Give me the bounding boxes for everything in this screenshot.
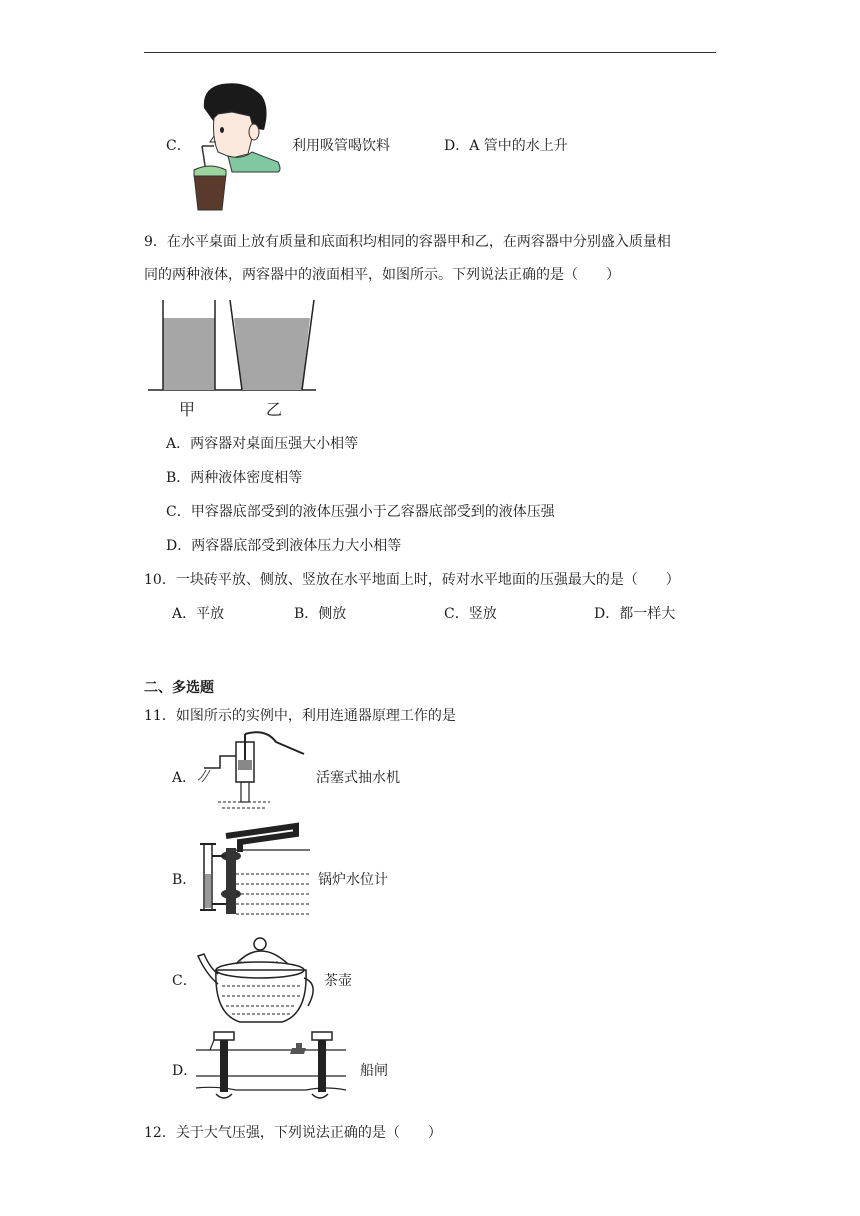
q11-option-c-caption: 茶壶 (324, 973, 352, 989)
q10-stem: 10．一块砖平放、侧放、竖放在水平地面上时，砖对水平地面的压强最大的是（ ） (144, 572, 680, 588)
q10-option-b: B．侧放 (294, 606, 347, 622)
q11-option-c-label: C． (172, 973, 197, 989)
q9-option-c: C．甲容器底部受到的液体压强小于乙容器底部受到的液体压强 (166, 504, 555, 520)
boiler-gauge-icon (196, 822, 312, 922)
q11-option-d-label: D． (172, 1063, 198, 1079)
q8-option-c-label: C． (166, 138, 191, 154)
top-rule (144, 52, 716, 53)
q12-stem: 12．关于大气压强，下列说法正确的是（ ） (144, 1125, 442, 1141)
boy-drinking-straw-icon (192, 78, 282, 214)
q11-option-a-caption: 活塞式抽水机 (316, 770, 400, 786)
container-jia-label: 甲 (179, 400, 196, 419)
q9-option-b: B．两种液体密度相等 (166, 470, 303, 486)
q9-option-a: A．两容器对桌面压强大小相等 (166, 436, 359, 452)
q10-option-d: D．都一样大 (594, 606, 676, 622)
q11-option-b-caption: 锅炉水位计 (318, 872, 388, 888)
q10-option-a: A．平放 (172, 606, 225, 622)
q9-option-d: D．两容器底部受到液体压力大小相等 (166, 538, 402, 554)
teapot-icon (196, 934, 318, 1028)
ship-lock-icon (196, 1028, 346, 1104)
container-yi-label: 乙 (266, 400, 283, 419)
piston-pump-icon (196, 732, 306, 814)
containers-figure (148, 298, 318, 418)
q10-option-c: C．竖放 (444, 606, 497, 622)
q11-stem: 11．如图所示的实例中，利用连通器原理工作的是 (144, 708, 456, 724)
q8-option-c-caption: 利用吸管喝饮料 (292, 138, 390, 154)
q11-option-b-label: B． (172, 872, 197, 888)
q11-option-d-caption: 船闸 (360, 1063, 388, 1079)
q9-stem-line1: 9．在水平桌面上放有质量和底面积均相同的容器甲和乙，在两容器中分别盛入质量相 (144, 234, 671, 250)
q11-option-a-label: A． (172, 770, 197, 786)
q9-stem-line2: 同的两种液体，两容器中的液面相平，如图所示。下列说法正确的是（ ） (144, 267, 620, 283)
section-heading: 二、多选题 (144, 680, 214, 696)
q8-option-d: D．A 管中的水上升 (444, 138, 568, 154)
